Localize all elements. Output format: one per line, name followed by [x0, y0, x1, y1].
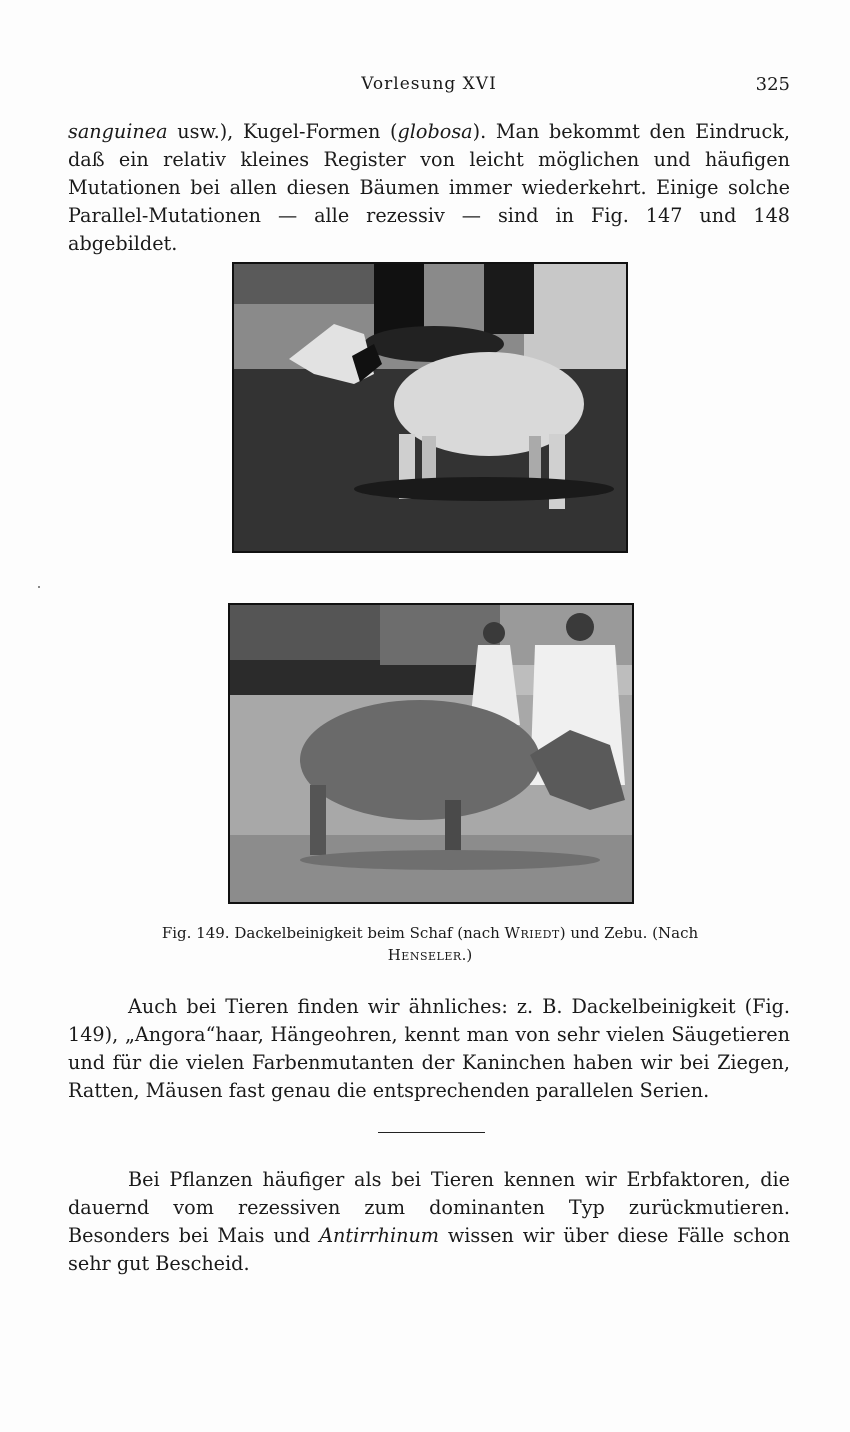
- text-run: Bei Pflanzen häufiger als bei Tieren kennen wir Erbfaktoren, die dauernd vom rezessiven zum dominanten Typ zurückmutieren. Besonders bei Mais und: [68, 1168, 790, 1247]
- author-name: Wriedt: [504, 924, 560, 942]
- running-title: Vorlesung XVI: [361, 74, 497, 94]
- margin-speck: [38, 586, 40, 588]
- figure-photo-sheep: [232, 262, 628, 553]
- italic-term: globosa: [397, 120, 473, 143]
- section-divider: [378, 1132, 485, 1133]
- text-run: ) und Zebu. (Nach: [559, 924, 699, 942]
- text-run: .): [461, 946, 473, 964]
- paragraph-3: [68, 1166, 790, 1278]
- running-header: [68, 74, 790, 98]
- italic-term: sanguinea: [68, 120, 168, 143]
- italic-term: Antirrhinum: [319, 1224, 439, 1247]
- text-run: wissen wir über diese Fälle schon sehr gut Bescheid.: [68, 1224, 790, 1275]
- figure-photo-zebu: [228, 603, 634, 904]
- text-run: ). Man bekommt den Eindruck, daß ein relativ kleines Register von leicht möglichen und häufigen Mutationen bei allen diesen Bäumen immer wiederkehrt. Einige solche Parallel-Mutationen — alle rezessiv — sind in Fig. 147 und 148 abgebildet.: [68, 120, 790, 255]
- paragraph-1: [68, 118, 790, 258]
- author-name: Henseler: [387, 946, 462, 964]
- text-run: Dackelbeinigkeit beim Schaf (nach: [229, 924, 505, 942]
- page-number: 325: [755, 74, 790, 95]
- figure-caption: [160, 922, 700, 966]
- text-run: usw.), Kugel-Formen (: [167, 120, 398, 143]
- figure-label: Fig. 149.: [161, 924, 230, 942]
- paragraph-2: Auch bei Tieren finden wir ähnliches: z. B. Dackelbeinigkeit (Fig. 149), „Angora“haar, Hängeohren, kennt man von sehr vielen Säugetieren und für die vielen Farbenmutanten der Kaninchen haben wir bei Ziegen, Ratten, Mäusen fast genau die entsprechenden parallelen Serien.: [68, 995, 790, 1102]
